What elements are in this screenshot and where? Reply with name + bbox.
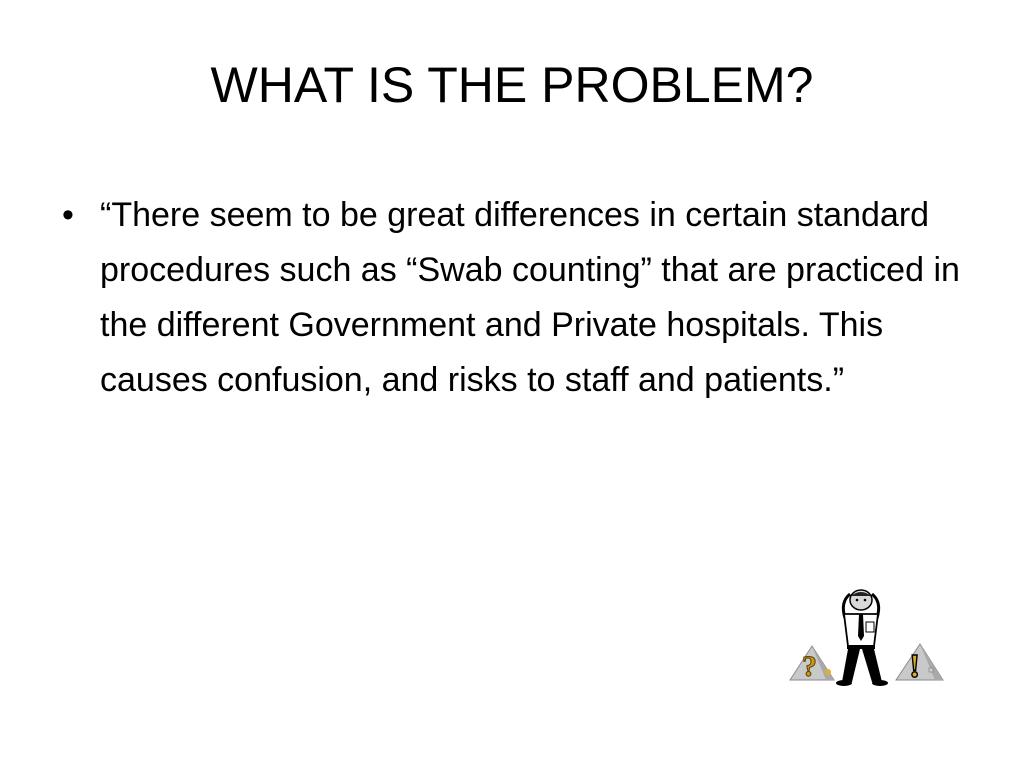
question-mark-text: ? <box>802 650 817 683</box>
bullet-item <box>60 188 980 408</box>
exclamation-mark-text: ! <box>909 648 921 685</box>
slide-title: WHAT IS THE PROBLEM? <box>210 57 814 113</box>
confused-man-question-exclamation-icon <box>788 588 944 686</box>
bullet-text: “There seem to be great differences in certain standard procedures such as “Swab counting” that are practiced in the different Government and Private hospitals. This causes confusion, and risks to staff and patients.” <box>100 196 960 399</box>
man-figure-icon <box>836 590 888 686</box>
bullet-list <box>60 188 980 408</box>
exclamation-sign-icon <box>896 644 943 685</box>
bullet-dot-icon: • <box>62 196 74 234</box>
question-sign-icon <box>790 646 834 683</box>
